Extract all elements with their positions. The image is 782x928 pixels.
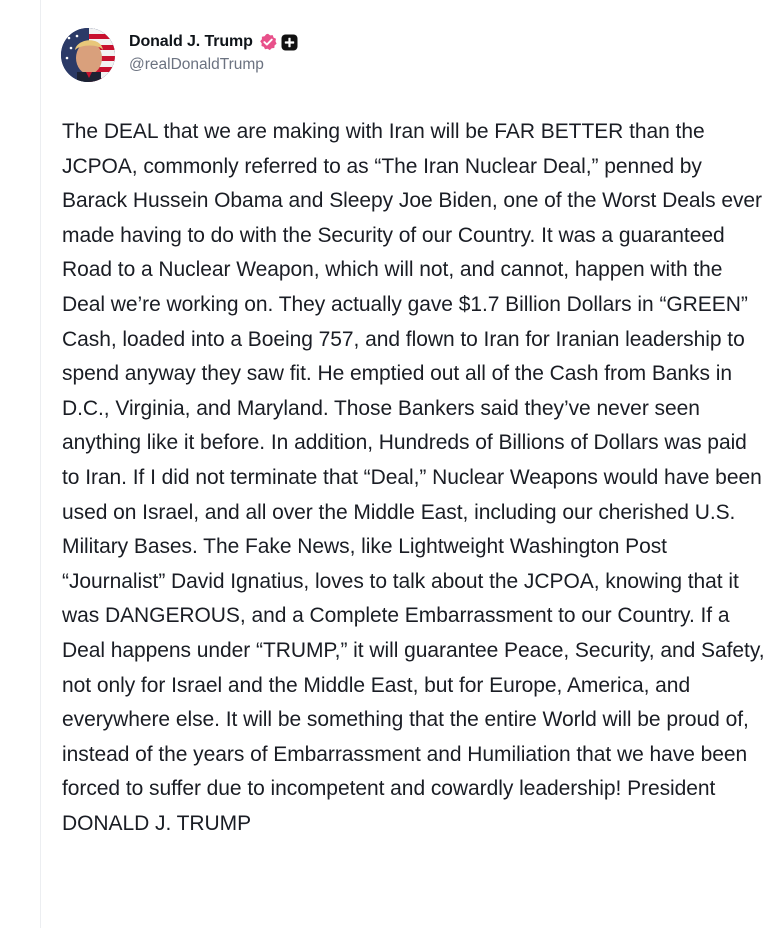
author-identity bbox=[129, 28, 298, 74]
author-display-name[interactable]: Donald J. Trump bbox=[129, 33, 253, 50]
verified-badge-icon bbox=[259, 33, 277, 51]
plus-square-icon[interactable] bbox=[281, 34, 298, 51]
post-card bbox=[40, 0, 782, 928]
post-header bbox=[61, 28, 298, 82]
avatar-image bbox=[61, 28, 115, 82]
avatar[interactable] bbox=[61, 28, 115, 82]
author-handle[interactable]: @realDonaldTrump bbox=[129, 56, 264, 73]
author-name-row bbox=[129, 30, 298, 54]
post-text: The DEAL that we are making with Iran will be FAR BETTER than the JCPOA, commonly referred to as “The Iran Nuclear Deal,” penned by Barack Hussein Obama and Sleepy Joe Biden, one of the Worst Deals ever made having to do with the Security of our Country. It was a guaranteed Road to a Nuclear Weapon, which will not, and cannot, happen with the Deal we’re working on. They actually gave $1.7 Billion Dollars in “GREEN” Cash, loaded into a Boeing 757, and flown to Iran for Iranian leadership to spend anyway they saw fit. He emptied out all of the Cash from Banks in D.C., Virginia, and Maryland. Those Bankers said they’ve never seen anything like it before. In addition, Hundreds of Billions of Dollars was paid to Iran. If I did not terminate that “Deal,” Nuclear Weapons would have been used on Israel, and all over the Middle East, including our cherished U.S. Military Bases. The Fake News, like Lightweight Washington Post “Journalist” David Ignatius, loves to talk about the JCPOA, knowing that it was DANGEROUS, and a Complete Embarrassment to our Country. If a Deal happens under “TRUMP,” it will guarantee Peace, Security, and Safety, not only for Israel and the Middle East, but for Europe, America, and everywhere else. It will be something that the entire World will be proud of, instead of the years of Embarrassment and Humiliation that we have been forced to suffer due to incompetent and cowardly leadership! President DONALD J. TRUMP bbox=[62, 120, 765, 835]
